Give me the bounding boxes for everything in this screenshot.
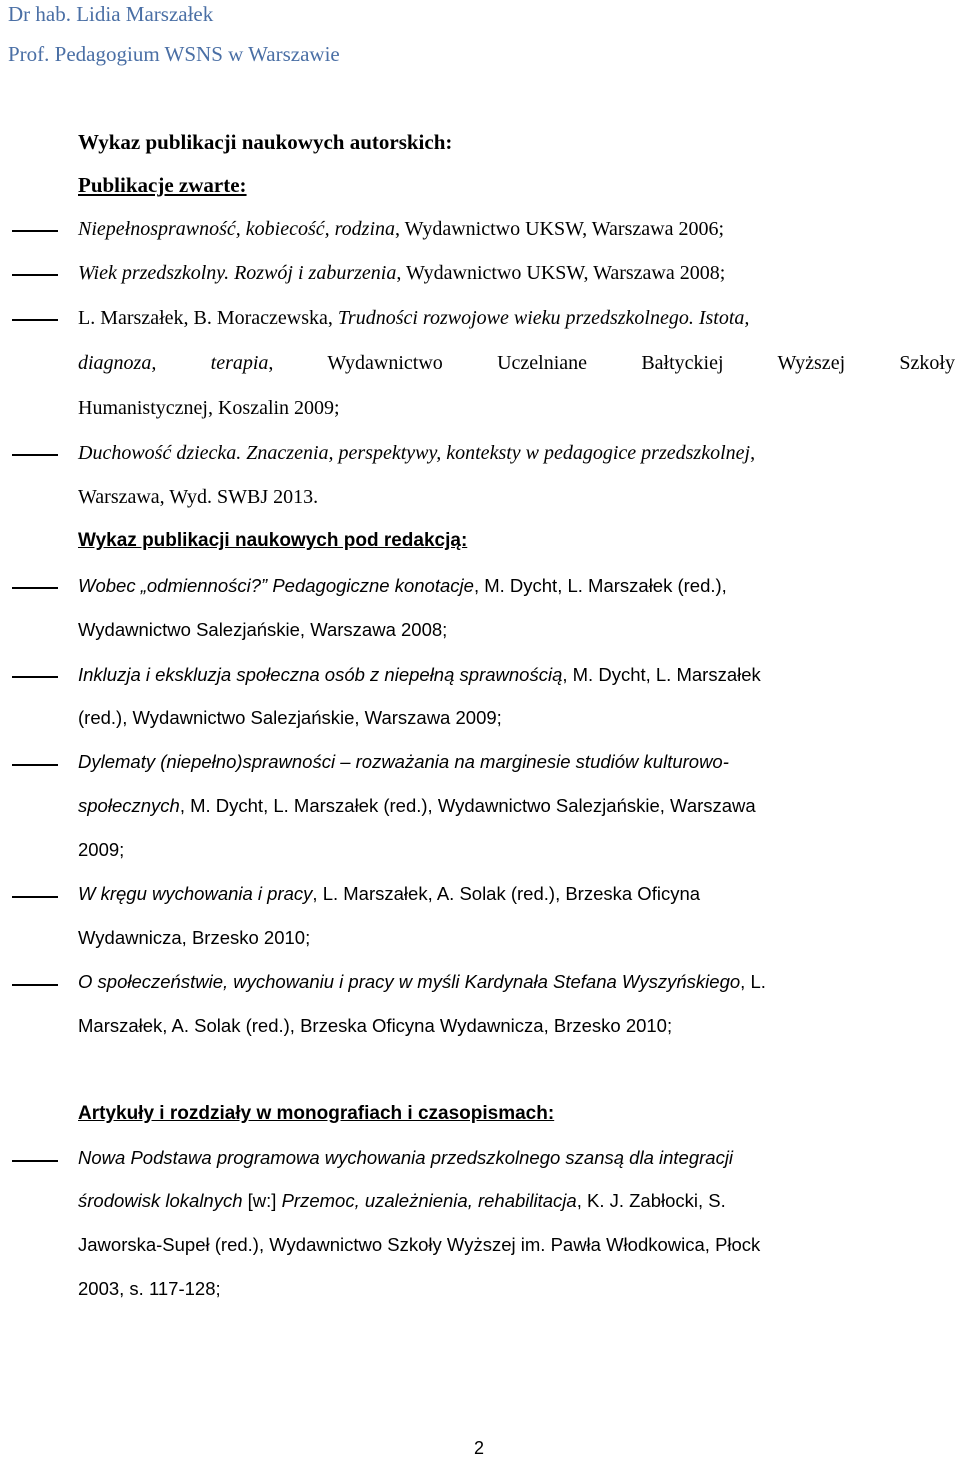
publication-entry — [78, 577, 727, 596]
publication-title: Wiek przedszkolny. Rozwój i zaburzenia — [78, 262, 397, 284]
publication-title: Niepełnosprawność, kobiecość, rodzina — [78, 218, 396, 240]
publication-details: , M. Dycht, L. Marszałek (red.), Wydawnictwo Salezjańskie, Warszawa — [179, 795, 756, 816]
list-bullet-dash — [12, 587, 58, 589]
publication-entry-continuation — [78, 797, 756, 816]
publication-title: diagnoza, terapia — [78, 352, 269, 374]
publication-details: , Wydawnictwo UKSW, Warszawa 2008; — [396, 262, 726, 284]
publication-title: O społeczeństwie, wychowaniu i pracy w myśli Kardynała Stefana Wyszyńskiego — [78, 971, 741, 992]
author-affiliation: Prof. Pedagogium WSNS w Warszawie — [8, 42, 340, 66]
publication-details: , — [750, 442, 756, 464]
publication-title: Trudności rozwojowe wieku przedszkolnego. Istota, — [337, 307, 750, 329]
publication-details: , Wydawnictwo Uczelniane Bałtyckiej Wyższej Szkoły — [268, 352, 955, 374]
publication-entry — [78, 1149, 733, 1168]
publication-authors: L. Marszałek, B. Moraczewska, — [78, 307, 338, 329]
publication-details: , K. J. Zabłocki, S. — [576, 1190, 726, 1211]
list-bullet-dash — [12, 764, 58, 766]
publication-details: , L. Marszałek, A. Solak (red.), Brzeska Oficyna — [312, 883, 701, 904]
publication-entry-continuation: 2003, s. 117-128; — [78, 1278, 221, 1299]
publication-title: Nowa Podstawa programowa wychowania przedszkolnego szansą dla integracji — [78, 1147, 734, 1168]
publication-title: Inkluzja i ekskluzja społeczna osób z niepełną sprawnością — [78, 664, 563, 685]
publication-entry — [78, 263, 725, 283]
publication-entry-continuation: Wydawnictwo Salezjańskie, Warszawa 2008; — [78, 619, 448, 640]
publication-entry-continuation: (red.), Wydawnictwo Salezjańskie, Warszawa 2009; — [78, 707, 502, 728]
section-title-edited: Wykaz publikacji naukowych pod redakcją: — [78, 530, 468, 551]
publication-entry — [78, 885, 700, 904]
publication-entry — [78, 443, 755, 463]
publication-title: środowisk lokalnych — [78, 1190, 243, 1211]
publication-title: Dylematy (niepełno)sprawności – rozważania na marginesie studiów kulturowo- — [78, 751, 729, 772]
publication-title: W kręgu wychowania i pracy — [78, 883, 313, 904]
section-title-authored: Wykaz publikacji naukowych autorskich: — [78, 130, 453, 154]
publication-details: , Wydawnictwo UKSW, Warszawa 2006; — [395, 218, 724, 240]
list-bullet-dash — [12, 230, 58, 232]
publication-title: Duchowość dziecka. Znaczenia, perspektywy, konteksty w pedagogice przedszkolnej — [78, 442, 751, 464]
publication-entry-continuation — [78, 353, 955, 373]
list-bullet-dash — [12, 454, 58, 456]
publication-title: Wobec „odmienności?” Pedagogiczne konotacje — [78, 575, 474, 596]
list-bullet-dash — [12, 676, 58, 678]
publication-entry-continuation: Wydawnicza, Brzesko 2010; — [78, 927, 311, 948]
publication-entry — [78, 666, 761, 685]
publication-entry-continuation: 2009; — [78, 839, 125, 860]
list-bullet-dash — [12, 984, 58, 986]
publication-title: społecznych — [78, 795, 180, 816]
publication-entry — [78, 219, 724, 239]
publication-entry — [78, 308, 749, 328]
list-bullet-dash — [12, 319, 58, 321]
publication-entry — [78, 753, 729, 772]
section-subtitle-monographs: Publikacje zwarte: — [78, 173, 247, 197]
publication-entry-continuation — [78, 1192, 726, 1211]
publication-entry-continuation: Humanistycznej, Koszalin 2009; — [78, 397, 340, 419]
list-bullet-dash — [12, 896, 58, 898]
publication-details: , M. Dycht, L. Marszałek (red.), — [473, 575, 727, 596]
publication-in-marker: [w:] — [242, 1190, 282, 1211]
list-bullet-dash — [12, 1160, 58, 1162]
publication-entry-continuation: Jaworska-Supeł (red.), Wydawnictwo Szkoły Wyższej im. Pawła Włodkowica, Płock — [78, 1234, 761, 1255]
publication-details: , M. Dycht, L. Marszałek — [562, 664, 761, 685]
publication-book-title: Przemoc, uzależnienia, rehabilitacja — [281, 1190, 577, 1211]
publication-entry-continuation: Warszawa, Wyd. SWBJ 2013. — [78, 486, 319, 508]
page-number: 2 — [474, 1438, 485, 1458]
author-name: Dr hab. Lidia Marszałek — [8, 2, 214, 26]
publication-entry — [78, 973, 766, 992]
list-bullet-dash — [12, 274, 58, 276]
section-title-articles: Artykuły i rozdziały w monografiach i czasopismach: — [78, 1103, 555, 1124]
publication-details: , L. — [740, 971, 766, 992]
publication-entry-continuation: Marszałek, A. Solak (red.), Brzeska Oficyna Wydawnicza, Brzesko 2010; — [78, 1015, 673, 1036]
